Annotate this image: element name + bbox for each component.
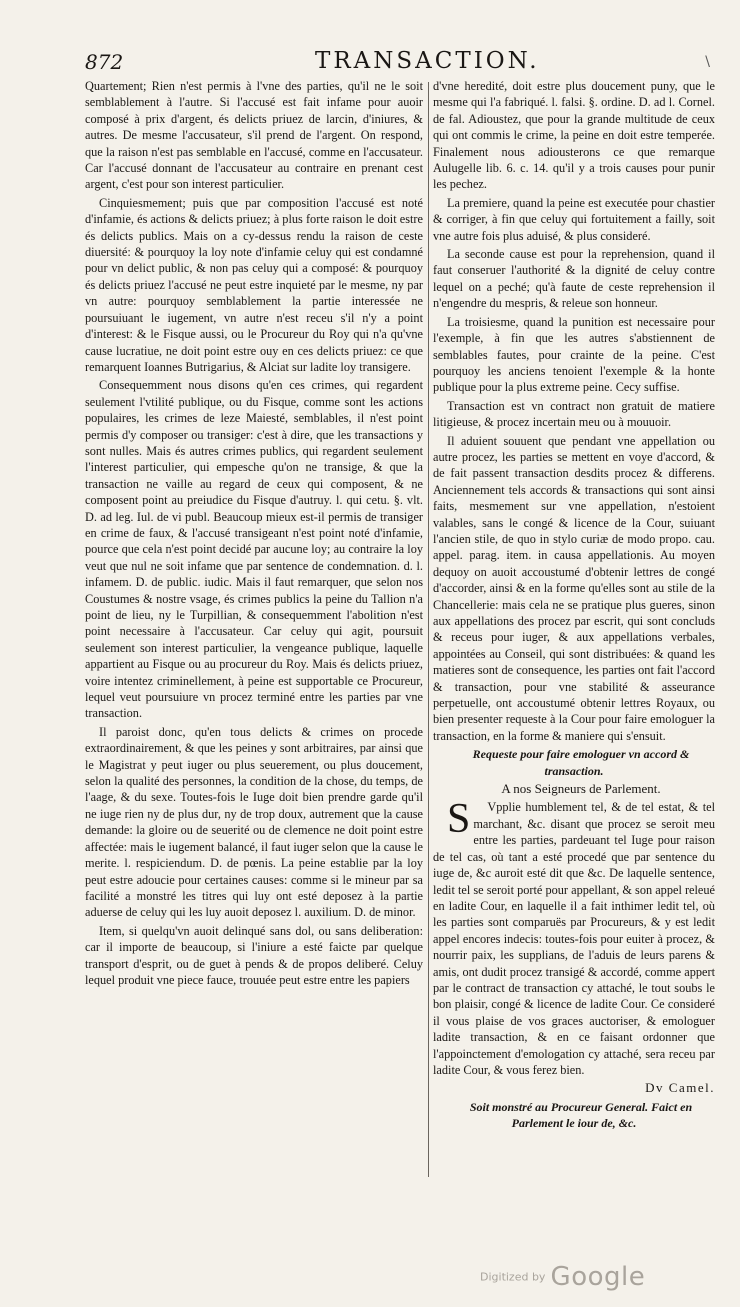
address-heading: A nos Seigneurs de Parlement. xyxy=(501,781,661,797)
digitized-watermark xyxy=(480,1262,645,1292)
signature: Dv Camel. xyxy=(645,1080,715,1096)
paragraph: Item, si quelqu'vn auoit delinqué sans dol, ou sans deliberation: car il importe de beaucoup, si l'iniure a esté faicte par quelque transport d'esprit, ou de guet à pends & de propos deliberé. Celuy lequel produit vne piece fauce, trouuée peut estre entre les papiers xyxy=(85,923,423,987)
closing-formula: Soit monstré au Procureur General. Faict en Parlement le iour de, &c. xyxy=(469,1099,693,1131)
paragraph: Consequemment nous disons qu'en ces crimes, qui regardent seulement l'vtilité publique, ou du Fisque, comme sont les actions populaires, les crimes de leze Maiesté, semblables, il n'est point permis d'y composer ou transiger: c'est à dire, que les transactions y sont nulles. Mais és autres crimes publics, qui regardent seulement l'interest particulier, qui empesche qu'on ne transige, & que la transaction ne vaille au regard de ceux qui composent, & ne composent point au preiudice du Fisque d'autruy. l. qui cetu. §. vlt. D. ad leg. Iul. de vi publ. Beaucoup mieux est-il permis de transiger en crime de faux, & l'accusé transigeant n'est point noté d'infamie, pource que cela n'est point decidé par aucune loy; au contraire la loy veut que nul ne soit infame que par sentence de condemnation. d. l. infamem. D. de public. iudic. Mais il faut remarquer, que selon nos Coustumes & nostre vsage, és crimes publics la peine du Tallion n'a point de lieu, ny le Turpillian, & consequemment l'abolition n'est point necessaire à l'accusateur. Car celuy qui agit, poursuit seulement son interest particulier, la vengeance publique, laquelle appartient au Fisque ou au procureur du Roy. Mais és delicts priuez, voire intentez criminellement, à peine est supportable ce Procureur, lequel veut poursuiure vn procez terminé entre les parties par vne transaction. xyxy=(85,378,423,721)
paragraph: Il aduient souuent que pendant vne appellation ou autre procez, les parties se mettent en voye d'accord, & de fait passent transaction desdits procez & differens. Anciennement tels accords & transactions qui sont ainsi faits, mesmement sur vne appellation, n'estoient valables, sans le congé & licence de la Cour, suiuant l'ancien stile, de quo in stylo curiæ de modo propo. cau. appel. parag. item. in causa appellationis. Au moyen dequoy on auoit accoustumé d'obtenir lettres de congé d'accorder, ainsi & en la forme qu'elles sont au stile de la Chancellerie: mais cela ne se pratique plus gueres, sinon aux appellations des procez par escrit, qui sont concluds & receus pour iuger, & aux appellations verbales, appointées au Conseil, qui sont distribuées: & quand les matieres sont de consequence, les parties ont fait l'accord & transaction, pour vne stabilité & asseurance perpetuelle, ont accoustumé obtenir lettres Royaux, ou bien presenter requeste à la Cour pour faire emologuer la transaction, en la forme & maniere qui s'ensuit. xyxy=(433,433,715,743)
page-number: 872 xyxy=(85,50,124,74)
section-heading: Requeste pour faire emologuer vn accord & transaction. xyxy=(472,747,690,778)
petition-paragraph xyxy=(433,796,715,1078)
paragraph: La premiere, quand la peine est executée pour chastier & corriger, à fin que celuy qui fortuitement a failly, soit vne autre fois plus aduisé, & plus consideré. xyxy=(433,195,715,243)
running-title: TRANSACTION. xyxy=(315,48,540,74)
page-header xyxy=(85,48,710,78)
drop-cap-letter: S xyxy=(447,796,471,843)
column-divider xyxy=(428,82,429,1177)
left-column xyxy=(85,78,423,990)
digitized-by-label: Digitized by xyxy=(480,1270,546,1284)
petition-text: Vpplie humblement tel, & de tel estat, & tel marchant, &c. disant que procez se seroit meu entre les parties, pardeuant tel Iuge pour raison de tel cas, où tant a esté procedé que par sentence du iuge de, &c auroit esté dit que &c. De laquelle sentence, ledit tel se seroit porté pour appellant, & son appel releué en ladite Cour, en laquelle il a fait inthimer ledit tel, où les parties sont comparuës par Procureurs, & y est ledit appel encores indecis: toutes-fois pour euiter à procez, & nourrir paix, les supplians, de l'aduis de leurs parens & amis, ont dudit procez transigé & accordé, comme appert par le contract de transaction cy attaché, le tout soubs le bon plaisir, congé & licence de ladite Cour. Ce consideré il vous plaise de vos graces auctoriser, & emologuer ladite transaction, & en ce faisant ordonner que l'appoinctement d'emologation cy attaché, sera receu par ladite Cour, & vous ferez bien. xyxy=(433,800,715,1077)
paragraph: Il paroist donc, qu'en tous delicts & crimes on procede extraordinairement, & que les peines y sont arbitraires, par ainsi que le Magistrat y peut iuger ou plus seuerement, ou plus doucement, selon la qualité des personnes, la condition de la chose, du temps, de l'aage, & du sexe. Toutes-fois le Iuge doit bien prendre garde qu'il ne iuge rien ny de plus dur, ny de trop doux, autrement que la cause demande: la gloire ou de seuerité ou de clemence ne doit point estre affectée: mais le iugement balancé, il faut iuger selon que la cause le merite. l. respiciendum. D. de pœnis. La peine establie par la loy peut estre adoucie pour certaines causes: comme si le mineur par sa facilité a monstré les titres qui luy ont esté deposez à la partie aduerse de celuy qui les luy auoit deposez l. auxilium. D. de minor. xyxy=(85,724,423,920)
right-column xyxy=(433,78,715,1134)
paragraph: La seconde cause est pour la reprehension, quand il faut conseruer l'authorité & la dignité de celuy contre lequel on a peché; qu'à faute de ceste reprehension il n'engendre du mespris, & releue son honneur. xyxy=(433,247,715,311)
paragraph: d'vne heredité, doit estre plus doucement puny, que le mesme qui l'a fabriqué. l. falsi. §. ordine. D. ad l. Cornel. de fal. Adioustez, que pour la grande multitude de ceux qui ont commis le crime, la peine en doit estre temperée. Finalement nous adiousterons ce que remarque Aulugelle lib. 6. c. 14. qu'il y a trois causes pour punir les pechez. xyxy=(433,79,715,192)
paragraph: Transaction est vn contract non gratuit de matiere litigieuse, & procez incertain meu ou à mouuoir. xyxy=(433,398,715,430)
paragraph: Quartement; Rien n'est permis à l'vne des parties, qu'il ne le soit semblablement à l'autre. Si l'accusé est fait infame pour auoir composé à prix d'argent, és delicts priuez de larcin, d'iniures, & autres. De mesme l'accusateur, s'il prend de l'argent. On respond, que la raison n'est pas semblable en l'accusé, comme en l'accusateur. Car l'accusé donnant de l'accusateur au contraire en prenant cest argent, c'est pour son interest particulier. xyxy=(85,79,423,192)
margin-mark: \ xyxy=(705,54,710,70)
google-logo: Google xyxy=(550,1262,646,1292)
paragraph: Cinquiesmement; puis que par composition l'accusé est noté d'infamie, és actions & delicts priuez; à plus forte raison le doit estre és delicts publics. Mais on a cy-dessus rendu la raison de ceste diuersité: & pourquoy la loy note d'infamie celuy qui est condamné pour vn delict public, & non pas celuy qui a composé: & pourquoy és delicts priuez l'accusé ne peut estre inquieté par le mesme, ny par vn autre: pourquoy semblablement la partie interessée ne poursuiuant le iugement, vn autre n'est receu s'il n'y a point d'interest: & le Fisque aussi, ou le Procureur du Roy qui n'a qu'vne cause lucratiue, ne doit point estre ouy en ces delicts priuez: ce que remarquent Ioannes Butrigarius, & Alciat sur ladite loy transigere. xyxy=(85,195,423,374)
paragraph: La troisiesme, quand la punition est necessaire pour l'exemple, à fin que les autres s'abstiennent de semblables fautes, pour crainte de la peine. C'est pourquoy les anciens tenoient l'exemple & la honte publique pour la plus extreme peine. Cecy suffise. xyxy=(433,314,715,395)
